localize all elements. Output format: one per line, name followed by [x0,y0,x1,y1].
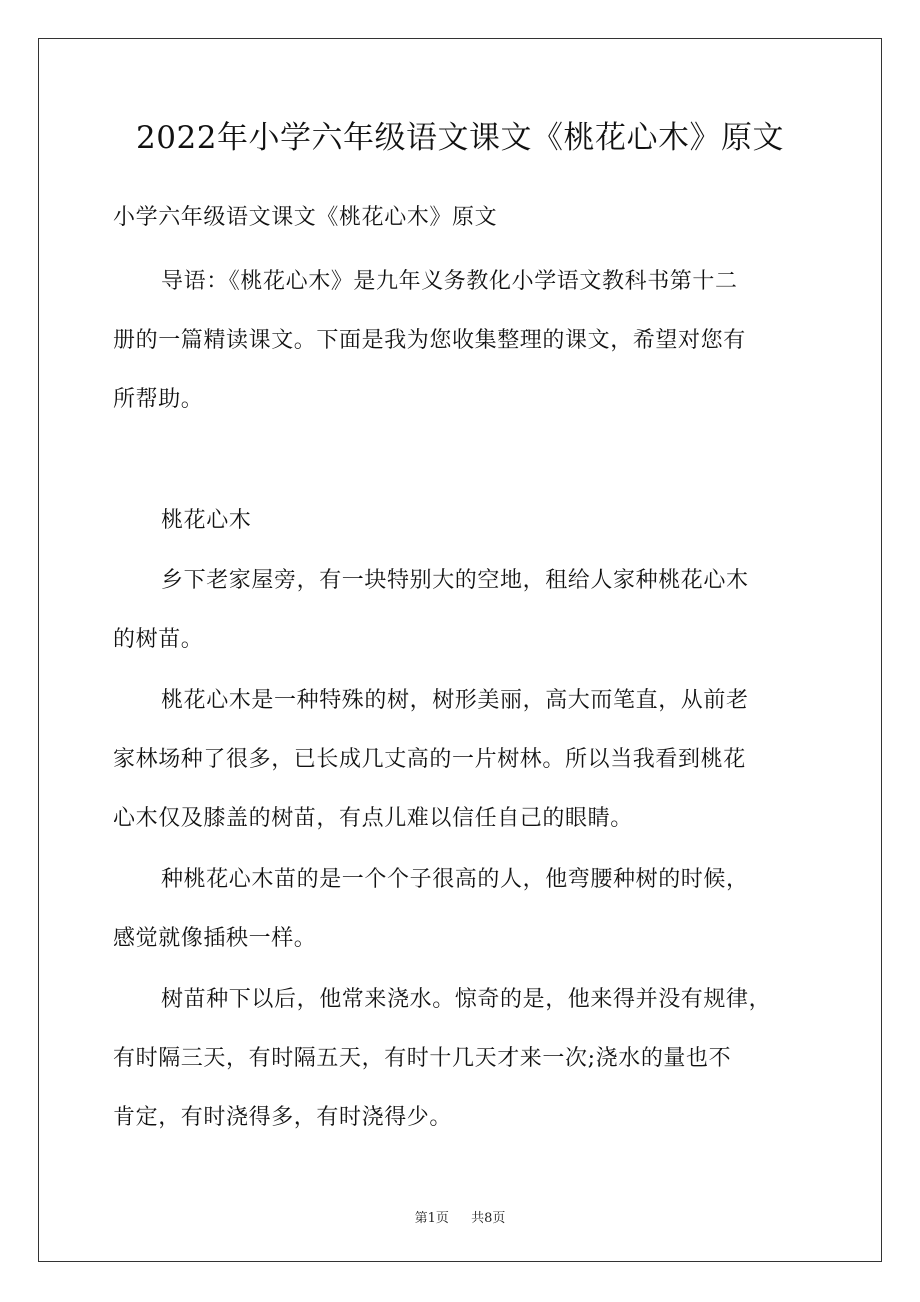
document-subtitle: 小学六年级语文课文《桃花心木》原文 [113,205,498,230]
page-total: 共8页 [471,1211,506,1226]
page-footer [0,1207,920,1226]
document-title: 2022年小学六年级语文课文《桃花心木》原文 [136,120,784,156]
paragraph-2-line-2: 家林场种了很多，已长成几丈高的一片树林。所以当我看到桃花 [113,747,746,772]
intro-line-1: 导语：《桃花心木》是九年义务教化小学语文教科书第十二 [161,269,738,294]
intro-line-2: 册的一篇精读课文。下面是我为您收集整理的课文，希望对您有 [113,328,746,353]
paragraph-1-line-1: 乡下老家屋旁，有一块特别大的空地，租给人家种桃花心木 [161,568,749,593]
paragraph-2-line-1: 桃花心木是一种特殊的树，树形美丽，高大而笔直，从前老 [161,688,749,713]
paragraph-2-line-3: 心木仅及膝盖的树苗，有点儿难以信任自己的眼睛。 [113,806,633,831]
paragraph-3-line-1: 种桃花心木苗的是一个个子很高的人，他弯腰种树的时候， [161,867,749,892]
paragraph-3-line-2: 感觉就像插秧一样。 [113,926,317,951]
page-number: 第1页 [414,1211,449,1226]
paragraph-4-line-1: 树苗种下以后，他常来浇水。惊奇的是，他来得并没有规律， [161,987,772,1012]
intro-line-3: 所帮助。 [113,387,204,412]
paragraph-4-line-2: 有时隔三天，有时隔五天，有时十几天才来一次;浇水的量也不 [113,1046,732,1071]
paragraph-1-line-2: 的树苗。 [113,627,204,652]
paragraph-4-line-3: 肯定，有时浇得多，有时浇得少。 [113,1105,453,1130]
section-title: 桃花心木 [161,508,252,533]
